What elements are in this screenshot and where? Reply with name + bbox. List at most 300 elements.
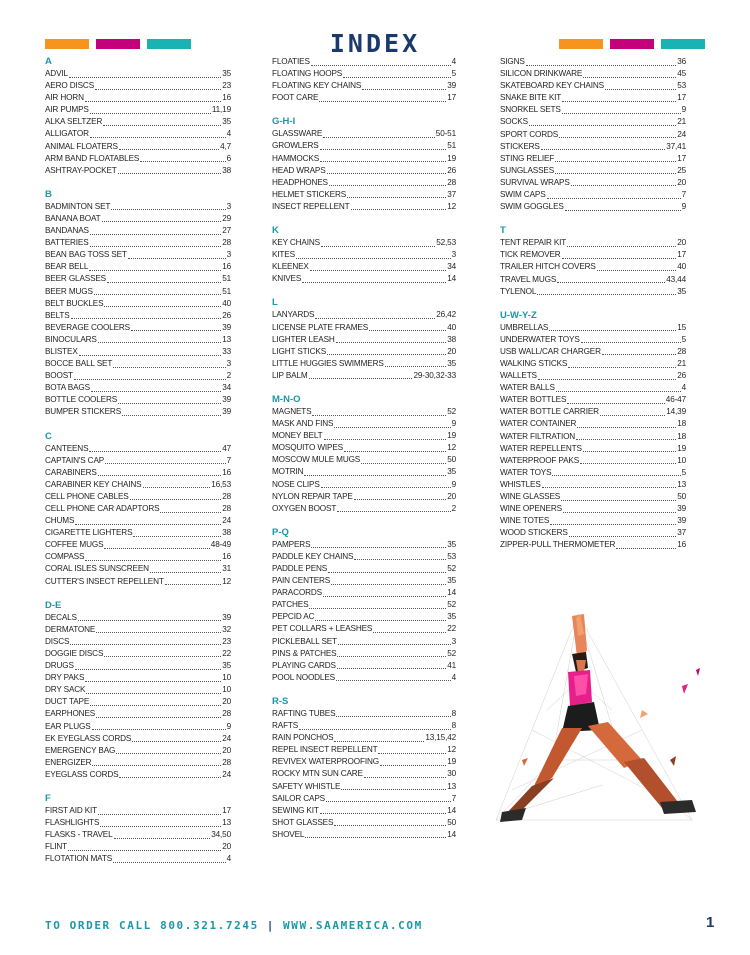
dot-leader [150, 572, 221, 573]
index-entry [45, 853, 231, 865]
index-entry [272, 249, 456, 261]
entry-page-number: 37 [677, 528, 686, 538]
entry-name: DRY SACK [45, 685, 86, 695]
index-entry [272, 756, 456, 768]
entry-page-number: 34,50 [211, 830, 231, 840]
dot-leader [122, 415, 221, 416]
index-entry [272, 346, 456, 358]
index-entry [45, 817, 231, 829]
index-entry [500, 129, 686, 141]
entry-page-number: 20 [677, 238, 686, 248]
entry-name: ASHTRAY-POCKET [45, 165, 117, 175]
entry-name: SWIM GOGGLES [500, 202, 564, 212]
entry-name: PLAYING CARDS [272, 660, 336, 670]
index-entry [45, 805, 231, 817]
index-entry [45, 624, 231, 636]
index-entry [500, 141, 686, 153]
entry-name: PAIN CENTERS [272, 576, 331, 586]
entry-page-number: 2 [226, 371, 231, 381]
entry-name: MOTRIN [272, 467, 304, 477]
entry-name: SKATEBOARD KEY CHAINS [500, 81, 604, 91]
entry-name: HEADPHONES [272, 177, 328, 187]
dot-leader [89, 270, 221, 271]
dot-leader [351, 209, 447, 210]
entry-name: ENERGIZER [45, 757, 92, 767]
entry-name: SUNGLASSES [500, 165, 555, 175]
index-entry [45, 394, 231, 406]
index-entry [45, 334, 231, 346]
index-entry [272, 454, 456, 466]
dot-leader [320, 813, 446, 814]
dot-leader [91, 391, 221, 392]
index-entry [500, 382, 686, 394]
entry-name: FLOATING KEY CHAINS [272, 81, 362, 91]
entry-name: USB WALL/CAR CHARGER [500, 346, 601, 356]
entry-name: EARPHONES [45, 709, 96, 719]
entry-page-number: 35 [447, 576, 456, 586]
index-entry [272, 201, 456, 213]
entry-page-number: 3 [226, 359, 231, 369]
entry-page-number: 9 [451, 479, 456, 489]
entry-page-number: 20 [222, 842, 231, 852]
index-section [45, 56, 231, 177]
entry-name: SOCKS [500, 117, 528, 127]
index-entry [500, 455, 686, 467]
dot-leader [323, 137, 435, 138]
entry-name: BEER MUGS [45, 286, 93, 296]
index-entry [500, 104, 686, 116]
index-section [272, 297, 456, 382]
dot-leader [555, 173, 676, 174]
entry-name: WOOD STICKERS [500, 528, 568, 538]
dot-leader [331, 584, 446, 585]
entry-name: CELL PHONE CABLES [45, 491, 129, 501]
entry-page-number: 53 [677, 81, 686, 91]
entry-name: WATERPROOF PAKS [500, 455, 580, 465]
dot-leader [361, 463, 446, 464]
entry-name: CARABINER KEY CHAINS [45, 479, 142, 489]
entry-name: BOTTLE COOLERS [45, 395, 118, 405]
dot-leader [580, 463, 676, 464]
entry-page-number: 35 [447, 539, 456, 549]
index-entry [500, 249, 686, 261]
header-teal-bar-right [661, 39, 705, 49]
index-entry [45, 527, 231, 539]
dot-leader [562, 101, 676, 102]
index-entry [500, 467, 686, 479]
dot-leader [305, 837, 446, 838]
dot-leader [557, 282, 665, 283]
entry-page-number: 39 [222, 407, 231, 417]
entry-name: WATER BALLS [500, 383, 555, 393]
index-entry [45, 648, 231, 660]
index-entry [500, 491, 686, 503]
entry-page-number: 10 [222, 673, 231, 683]
entry-name: GLASSWARE [272, 129, 323, 139]
entry-name: MOSQUITO WIPES [272, 443, 343, 453]
index-entry [500, 177, 686, 189]
index-entry [45, 539, 231, 551]
entry-page-number: 20 [677, 177, 686, 187]
section-letter-heading: R-S [272, 695, 289, 707]
entry-page-number: 5 [681, 467, 686, 477]
index-section [500, 310, 686, 552]
dot-leader [337, 656, 446, 657]
entry-page-number: 40 [677, 262, 686, 272]
index-entry [272, 817, 456, 829]
entry-page-number: 39 [222, 612, 231, 622]
entry-page-number: 20 [222, 745, 231, 755]
entry-page-number: 7 [226, 455, 231, 465]
entry-name: DECALS [45, 612, 77, 622]
entry-page-number: 2 [451, 503, 456, 513]
dot-leader [304, 475, 446, 476]
dot-leader [364, 777, 446, 778]
dot-leader [562, 258, 677, 259]
dot-leader [86, 693, 221, 694]
index-entry [272, 648, 456, 660]
entry-name: TICK REMOVER [500, 250, 561, 260]
entry-name: SIGNS [500, 57, 525, 66]
entry-name: BELTS [45, 310, 70, 320]
entry-page-number: 24 [677, 129, 686, 139]
entry-page-number: 35 [677, 286, 686, 296]
entry-name: CANTEENS [45, 443, 89, 453]
entry-page-number: 39 [222, 395, 231, 405]
dot-leader [160, 512, 221, 513]
index-entry [500, 322, 686, 334]
entry-page-number: 43,44 [666, 274, 686, 284]
entry-name: ANIMAL FLOATERS [45, 141, 118, 151]
index-entry [45, 443, 231, 455]
dot-leader [78, 620, 221, 621]
dot-leader [326, 801, 451, 802]
index-entry [272, 744, 456, 756]
dot-leader [79, 355, 222, 356]
entry-page-number: 19 [447, 153, 456, 163]
entry-page-number: 9 [451, 419, 456, 429]
dot-leader [369, 330, 446, 331]
dot-leader [92, 729, 226, 730]
entry-page-number: 25 [677, 165, 686, 175]
website-link[interactable]: WWW.SAAMERICA.COM [283, 919, 423, 932]
dot-leader [549, 330, 676, 331]
index-column-1 [45, 56, 231, 865]
entry-page-number: 17 [677, 93, 686, 103]
index-entry [272, 466, 456, 478]
entry-name: WHISTLES [500, 479, 541, 489]
index-entry [45, 213, 231, 225]
section-letter-heading: M-N-O [272, 393, 301, 405]
dot-leader [529, 125, 676, 126]
entry-page-number: 35 [447, 358, 456, 368]
order-phone-text: TO ORDER CALL 800.321.7245 [45, 919, 259, 932]
index-entry [45, 708, 231, 720]
index-entry [45, 68, 231, 80]
dot-leader [104, 656, 221, 657]
entry-page-number: 4 [681, 383, 686, 393]
dot-leader [131, 330, 221, 331]
entry-name: TRAILER HITCH COVERS [500, 262, 596, 272]
dot-leader [597, 270, 676, 271]
entry-page-number: 4 [451, 57, 456, 66]
index-entry [45, 612, 231, 624]
dot-leader [344, 451, 446, 452]
entry-name: TYLENOL [500, 286, 537, 296]
index-entry [500, 92, 686, 104]
entry-page-number: 9 [226, 721, 231, 731]
entry-name: TENT REPAIR KIT [500, 238, 567, 248]
entry-name: POOL NOODLES [272, 672, 335, 682]
dot-leader [354, 559, 446, 560]
index-entry [500, 201, 686, 213]
index-entry [272, 708, 456, 720]
entry-page-number: 45 [677, 69, 686, 79]
dot-leader [583, 77, 676, 78]
entry-name: REVIVEX WATERPROOFING [272, 757, 379, 767]
index-entry [272, 406, 456, 418]
index-entry [45, 745, 231, 757]
index-entry [45, 696, 231, 708]
entry-name: SPORT CORDS [500, 129, 559, 139]
dot-leader [71, 318, 222, 319]
index-entry [45, 636, 231, 648]
entry-page-number: 17 [677, 153, 686, 163]
dot-leader [378, 753, 446, 754]
index-entry [500, 165, 686, 177]
dot-leader [380, 765, 446, 766]
dot-leader [385, 366, 447, 367]
index-entry [500, 394, 686, 406]
index-section [272, 116, 456, 213]
index-entry [45, 261, 231, 273]
entry-page-number: 13 [222, 818, 231, 828]
entry-name: KITES [272, 250, 295, 260]
index-entry [45, 104, 231, 116]
entry-page-number: 7 [451, 793, 456, 803]
entry-name: WATER BOTTLES [500, 395, 567, 405]
entry-name: WALKING STICKS [500, 358, 568, 368]
entry-page-number: 16 [677, 540, 686, 550]
footer-contact [45, 919, 423, 932]
entry-name: MOSCOW MULE MUGS [272, 455, 361, 465]
entry-name: BANANA BOAT [45, 213, 101, 223]
dot-leader [354, 499, 446, 500]
entry-name: BEVERAGE COOLERS [45, 322, 130, 332]
index-entry [272, 370, 456, 382]
page-number: 1 [706, 914, 715, 931]
dot-leader [581, 342, 681, 343]
entry-name: UMBRELLAS [500, 322, 549, 332]
index-entry [500, 370, 686, 382]
entry-page-number: 40 [222, 298, 231, 308]
dot-leader [68, 850, 221, 851]
entry-page-number: 28 [222, 504, 231, 513]
entry-name: LIGHTER LEASH [272, 334, 335, 344]
entry-name: LIP BALM [272, 370, 308, 380]
dot-leader [296, 258, 451, 259]
index-entry [272, 430, 456, 442]
entry-name: FLOATIES [272, 57, 310, 66]
entry-name: PET COLLARS + LEASHES [272, 624, 373, 634]
dot-leader [600, 415, 665, 416]
index-entry [45, 298, 231, 310]
entry-name: ROCKY MTN SUN CARE [272, 769, 363, 779]
dot-leader [569, 536, 677, 537]
section-letter-heading: T [500, 225, 506, 237]
index-entry [45, 273, 231, 285]
index-entry [272, 153, 456, 165]
dot-leader [90, 246, 222, 247]
entry-name: PINS & PATCHES [272, 648, 337, 658]
section-letter-heading: A [45, 56, 52, 67]
dot-leader [299, 729, 451, 730]
entry-page-number: 5 [451, 69, 456, 79]
entry-page-number: 23 [222, 81, 231, 91]
index-entry [45, 841, 231, 853]
entry-name: FIRST AID KIT [45, 805, 98, 815]
dot-leader [559, 137, 676, 138]
dot-leader [132, 741, 221, 742]
dot-leader [602, 354, 676, 355]
entry-page-number: 51 [222, 274, 231, 284]
index-entry [272, 237, 456, 249]
index-section [272, 394, 456, 515]
dot-leader [85, 681, 221, 682]
index-entry [45, 249, 231, 261]
index-entry [45, 491, 231, 503]
index-entry [500, 515, 686, 527]
entry-name: BOTA BAGS [45, 383, 90, 393]
entry-page-number: 12 [447, 443, 456, 453]
entry-page-number: 26 [447, 165, 456, 175]
entry-page-number: 3 [451, 250, 456, 260]
index-entry [45, 237, 231, 249]
entry-page-number: 4 [226, 854, 231, 864]
entry-name: EMERGENCY BAG [45, 745, 116, 755]
entry-page-number: 29 [222, 213, 231, 223]
entry-name: KEY CHAINS [272, 238, 320, 248]
dot-leader [362, 89, 446, 90]
entry-page-number: 51 [447, 141, 456, 151]
index-entry [45, 370, 231, 382]
dot-leader [321, 487, 451, 488]
dot-leader [337, 511, 450, 512]
section-letter-heading: F [45, 792, 51, 804]
entry-name: CUTTER'S INSECT REPELLENT [45, 576, 164, 586]
dot-leader [562, 113, 681, 114]
dot-leader [90, 234, 221, 235]
entry-page-number: 52 [447, 600, 456, 610]
entry-page-number: 12 [222, 576, 231, 586]
index-section [45, 793, 231, 865]
entry-name: TRAVEL MUGS [500, 274, 557, 284]
entry-page-number: 20 [447, 491, 456, 501]
header-orange-bar-right [559, 39, 603, 49]
entry-page-number: 39 [222, 322, 231, 332]
dot-leader [310, 270, 446, 271]
dot-leader [347, 197, 446, 198]
index-entry [45, 455, 231, 467]
index-entry [500, 431, 686, 443]
index-column-3 [500, 56, 686, 551]
entry-page-number: 35 [447, 467, 456, 477]
entry-name: HEAD WRAPS [272, 165, 326, 175]
dot-leader [85, 101, 221, 102]
index-entry [45, 322, 231, 334]
index-entry [500, 334, 686, 346]
entry-name: COMPASS [45, 552, 85, 562]
entry-page-number: 16,53 [211, 479, 231, 489]
dot-leader [90, 137, 226, 138]
dot-leader [302, 282, 446, 283]
index-entry [272, 358, 456, 370]
index-entry [272, 781, 456, 793]
index-entry [272, 805, 456, 817]
entry-page-number: 31 [222, 564, 231, 574]
index-entry [500, 189, 686, 201]
entry-page-number: 19 [447, 431, 456, 441]
entry-page-number: 50 [677, 492, 686, 501]
entry-page-number: 53 [447, 551, 456, 561]
entry-name: EAR PLUGS [45, 721, 91, 731]
entry-name: SHOVEL [272, 829, 305, 839]
index-entry [500, 80, 686, 92]
entry-page-number: 12 [447, 201, 456, 211]
entry-name: AIR PUMPS [45, 105, 89, 115]
index-entry [500, 443, 686, 455]
entry-name: AIR HORN [45, 93, 84, 103]
entry-page-number: 3 [451, 636, 456, 646]
index-entry [45, 225, 231, 237]
index-entry [272, 732, 456, 744]
entry-page-number: 20 [222, 697, 231, 707]
index-entry [45, 92, 231, 104]
dot-leader [96, 717, 221, 718]
dot-leader [74, 379, 226, 380]
entry-name: STICKERS [500, 141, 540, 151]
entry-name: BINOCULARS [45, 334, 97, 344]
dot-leader [343, 77, 451, 78]
entry-page-number: 10 [222, 685, 231, 695]
entry-name: PADDLE KEY CHAINS [272, 551, 354, 561]
entry-name: RAFTING TUBES [272, 708, 336, 718]
entry-name: FLASKS - TRAVEL [45, 830, 113, 840]
dot-leader [69, 77, 221, 78]
entry-page-number: 27 [222, 226, 231, 236]
entry-page-number: 35 [222, 117, 231, 127]
dot-leader [315, 620, 446, 621]
entry-name: FLINT [45, 842, 67, 852]
dot-leader [571, 185, 677, 186]
section-letter-heading: K [272, 225, 279, 237]
dot-leader [133, 536, 221, 537]
dot-leader [336, 716, 450, 717]
dot-leader [324, 439, 447, 440]
entry-name: GROWLERS [272, 141, 319, 151]
entry-name: NYLON REPAIR TAPE [272, 491, 353, 501]
entry-name: SAILOR CAPS [272, 793, 325, 803]
entry-page-number: 8 [451, 708, 456, 718]
index-section [272, 56, 456, 104]
dot-leader [373, 632, 446, 633]
entry-page-number: 17 [447, 93, 456, 103]
entry-page-number: 35 [447, 612, 456, 622]
dot-leader [541, 149, 666, 150]
entry-page-number: 47 [222, 443, 231, 453]
dot-leader [116, 753, 221, 754]
entry-page-number: 52,53 [436, 238, 456, 248]
